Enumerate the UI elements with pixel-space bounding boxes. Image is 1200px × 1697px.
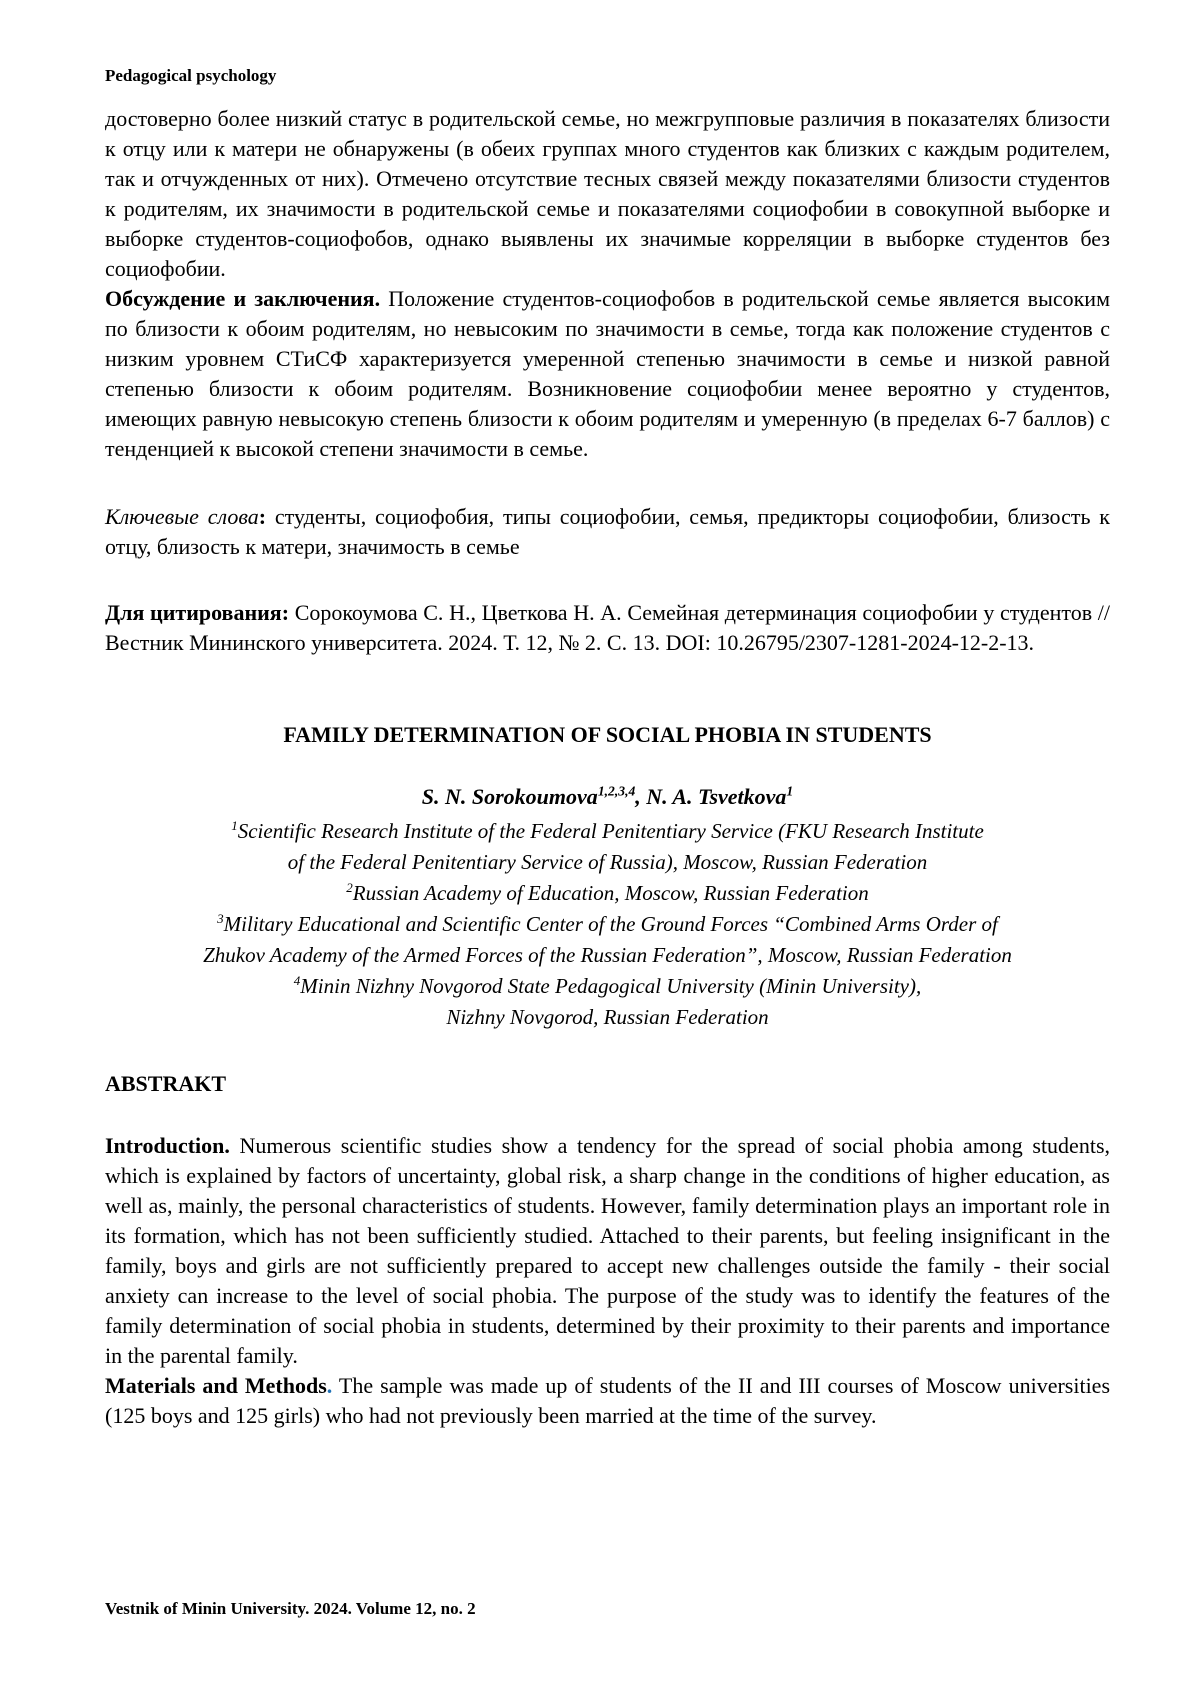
affiliation-line: [105, 1002, 1110, 1033]
introduction-text: Numerous scientific studies show a tendency for the spread of social phobia among students, which is explained by factors of uncertainty, global risk, a sharp change in the conditions of higher education, as well as, mainly, the personal characteristics of students. However, family determination plays an important role in its formation, which has not been sufficiently studied. Attached to their parents, but feeling insignificant in the family, boys and girls are not sufficiently prepared to accept new challenges outside the family - their social anxiety can increase to the level of social phobia. The purpose of the study was to identify the features of the family determination of social phobia in students, determined by their proximity to their parents and importance in the parental family.: [105, 1133, 1110, 1368]
introduction-paragraph: [105, 1131, 1110, 1371]
keywords-text: студенты, социофобия, типы социофобии, семья, предикторы социофобии, близость к отцу, близость к матери, значимость в семье: [105, 504, 1110, 559]
affiliation-sup: 3: [217, 911, 224, 926]
discussion-label: Обсуждение и заключения.: [105, 286, 381, 311]
citation-paragraph: [105, 598, 1110, 658]
affiliation-text: Nizhny Novgorod, Russian Federation: [446, 1005, 769, 1029]
affiliation-line: [105, 816, 1110, 847]
keywords-label: Ключевые слова: [105, 504, 259, 529]
russian-results-paragraph: [105, 104, 1110, 284]
discussion-text: Положение студентов-социофобов в родительской семье является высоким по близости к обоим родителям, но невысоким по значимости в семье, тогда как положение студентов с низким уровнем СТиСФ характеризуется умеренной степенью значимости в семье и низкой равной степенью близости к обоим родителям. Возникновение социофобии менее вероятно у студентов, имеющих равную невысокую степень близости к обоим родителям и умеренную (в пределах 6-7 баллов) с тенденцией к высокой степени значимости в семье.: [105, 286, 1110, 461]
affiliation-line: [105, 878, 1110, 909]
affiliation-text: Scientific Research Institute of the Federal Penitentiary Service (FKU Research Institute: [237, 819, 984, 843]
affiliation-text: Military Educational and Scientific Center of the Ground Forces “Combined Arms Order of: [223, 912, 998, 936]
methods-paragraph: [105, 1371, 1110, 1431]
affiliation-line: [105, 971, 1110, 1002]
keywords-colon: :: [258, 504, 267, 529]
citation-label: Для цитирования:: [105, 600, 290, 625]
author-2-name: N. A. Tsvetkova: [646, 784, 787, 809]
authors-line: [105, 782, 1110, 812]
affiliation-text: Russian Academy of Education, Moscow, Russian Federation: [352, 881, 869, 905]
citation-text: Сорокоумова С. Н., Цветкова Н. А. Семейная детерминация социофобии у студентов // Вестник Мининского университета. 2024. Т. 12, № 2. С. 13. DOI: 10.26795/2307-1281-2024-12-2-13.: [105, 600, 1110, 655]
article-title-english: FAMILY DETERMINATION OF SOCIAL PHOBIA IN STUDENTS: [283, 722, 932, 747]
affiliation-sup: 1: [231, 818, 238, 833]
affiliation-text: Minin Nizhny Novgorod State Pedagogical University (Minin University),: [300, 974, 922, 998]
authors-separator: ,: [635, 784, 647, 809]
author-2-affiliation-marks: 1: [786, 783, 794, 799]
section-header: Pedagogical psychology: [105, 66, 277, 85]
journal-footer: Vestnik of Minin University. 2024. Volume 12, no. 2: [105, 1599, 476, 1618]
affiliation-text: of the Federal Penitentiary Service of Russia), Moscow, Russian Federation: [287, 850, 928, 874]
affiliation-line: [105, 940, 1110, 971]
russian-results-text: достоверно более низкий статус в родительской семье, но межгрупповые различия в показателях близости к отцу или к матери не обнаружены (в обеих группах много студентов как близких с каждым родителем, так и отчужденных от них). Отмечено отсутствие тесных связей между показателями близости студентов к родителям, их значимости в родительской семье и показателями социофобии в совокупной выборке и выборке студентов-социофобов, однако выявлены их значимые корреляции в выборке студентов без социофобии.: [105, 106, 1110, 281]
methods-label: Materials and Methods: [105, 1373, 327, 1398]
methods-period: .: [326, 1373, 333, 1398]
abstract-heading: ABSTRAKT: [105, 1071, 227, 1096]
author-1-affiliation-marks: 1,2,3,4: [597, 783, 636, 799]
introduction-label: Introduction.: [105, 1133, 230, 1158]
keywords-paragraph: [105, 502, 1110, 562]
author-1-name: S. N. Sorokoumova: [421, 784, 598, 809]
affiliations-block: [105, 816, 1110, 1033]
affiliation-text: Zhukov Academy of the Armed Forces of the Russian Federation”, Moscow, Russian Federation: [203, 943, 1012, 967]
affiliation-line: [105, 909, 1110, 940]
affiliation-sup: 4: [293, 973, 301, 988]
affiliation-sup: 2: [346, 880, 353, 895]
affiliation-line: [105, 847, 1110, 878]
russian-discussion-paragraph: [105, 284, 1110, 464]
methods-text: The sample was made up of students of the II and III courses of Moscow universities (125 boys and 125 girls) who had not previously been married at the time of the survey.: [105, 1373, 1111, 1428]
page-content: [105, 66, 1110, 1431]
